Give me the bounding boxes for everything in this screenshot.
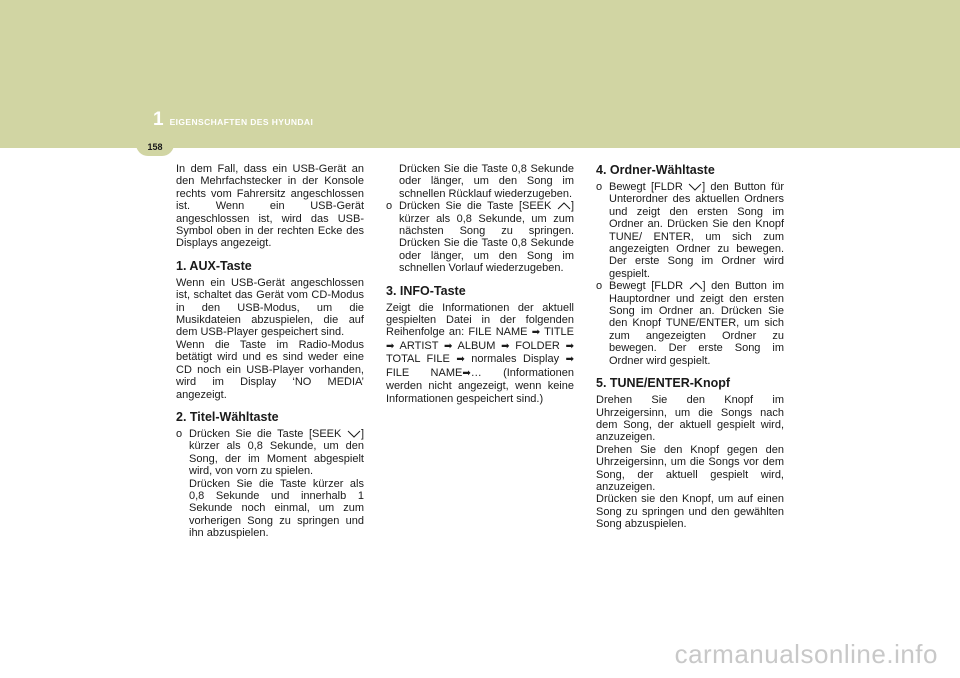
tune-paragraph-3: Drücken sie den Knopf, um auf einen Song zu springen und den gewählten Song abzuspielen. <box>596 493 784 531</box>
chevron-up-icon <box>689 282 703 290</box>
arrow-right-icon: ➡ <box>501 340 510 352</box>
arrow-right-icon: ➡ <box>565 354 574 366</box>
tune-paragraph-2: Drehen Sie den Knopf gegen den Uhrzeigersinn, um die Songs vor dem Song, der aktuell gespielt wird, anzuzeigen. <box>596 443 784 493</box>
info-seq-item: TITLE <box>544 326 575 339</box>
text-column-1 <box>176 163 364 540</box>
title-select-heading: 2. Titel-Wähltaste <box>176 409 279 424</box>
info-text-after: … (Informationen werden nicht angezeigt, wenn keine Informationen gespeichert sind.) <box>386 366 574 405</box>
page-number: 158 <box>147 141 163 152</box>
info-seq-item: TOTAL FILE <box>386 353 450 366</box>
info-paragraph <box>386 302 574 405</box>
chapter-number: 1 <box>153 109 164 130</box>
arrow-right-icon: ➡ <box>443 340 453 352</box>
info-seq-item: FILE NAME <box>468 326 528 339</box>
arrow-right-icon: ➡ <box>386 340 395 352</box>
bullet-mark: o <box>596 280 603 293</box>
usb-intro-paragraph: In dem Fall, dass ein USB-Gerät an den Mehrfachstecker in der Konsole rechts vom Fahrersitz angeschlossen ist. Wenn ein USB-Gerät angeschlossen ist, wird das USB-Symbol oben in der rechten Ecke des Displays angezeigt. <box>176 163 364 250</box>
seek-down-text-after: ] kürzer als 0,8 Sekunde, um den Song, der im Moment abgespielt wird, von vorn zu spielen. <box>189 427 364 478</box>
folder-up-bullet <box>596 280 784 367</box>
chevron-up-icon <box>557 202 571 210</box>
arrow-right-icon: ➡ <box>462 367 471 379</box>
chapter-title: EIGENSCHAFTEN DES HYUNDAI <box>169 117 314 127</box>
text-column-3 <box>596 163 784 531</box>
seek-up-bullet <box>386 200 574 274</box>
seek-down-hold-paragraph: Drücken Sie die Taste 0,8 Sekunde oder länger, um den Song im schnellen Rücklauf wiederzugeben. <box>399 163 574 200</box>
aux-paragraph-2: Wenn die Taste im Radio-Modus betätigt wird und es sind weder eine CD noch ein USB-Player vorhanden, wird im Display ‘NO MEDIA’ angezeigt. <box>176 338 364 401</box>
folder-up-text-before: Bewegt [FLDR <box>609 280 689 293</box>
aux-heading: 1. AUX-Taste <box>176 258 252 273</box>
info-seq-item: ARTIST <box>399 339 439 352</box>
arrow-right-icon: ➡ <box>531 327 541 339</box>
seek-down-continuation: Drücken Sie die Taste kürzer als 0,8 Sekunde und innerhalb 1 Sekunde noch einmal, um zum vorherigen Song zu springen und ihn abzuspielen. <box>189 477 364 540</box>
tune-enter-heading: 5. TUNE/ENTER-Knopf <box>596 376 731 391</box>
tune-paragraph-1: Drehen Sie den Knopf im Uhrzeigersinn, um die Songs nach dem Song, der aktuell gespielt wird, anzuzeigen. <box>596 394 784 444</box>
header-band <box>0 0 960 148</box>
info-seq-item: ALBUM <box>457 339 496 352</box>
seek-down-text-before: Drücken Sie die Taste [SEEK <box>189 427 347 440</box>
arrow-right-icon: ➡ <box>456 354 465 366</box>
folder-select-heading: 4. Ordner-Wähltaste <box>596 163 715 177</box>
text-column-2 <box>386 163 574 405</box>
info-seq-item: FILE NAME <box>386 366 463 379</box>
folder-down-text-after: ] den Button für Unterordner des aktuellen Ordners und zeigt den ersten Song im Ordner an. Drücken Sie den Knopf TUNE/ ENTER, um sich zum angezeigten Ordner zu bewegen. Der erste Song im Ordner wird gespielt. <box>609 181 784 280</box>
seek-down-bullet <box>176 428 364 478</box>
bullet-mark: o <box>596 181 603 193</box>
watermark-text: carmanualsonline.info <box>674 639 938 669</box>
seek-up-text-before: Drücken Sie die Taste [SEEK <box>399 200 557 213</box>
info-text-before: Zeigt die Informationen der aktuell gespielten Datei in der folgenden Reihenfolge an: <box>386 301 574 339</box>
seek-up-text-after: ] kürzer als 0,8 Sekunde, um zum nächsten Song zu springen. Drücken Sie die Taste 0,8 Sekunde oder länger, um den Song im schnellen Vorlauf wiederzugeben. <box>399 200 574 275</box>
info-heading: 3. INFO-Taste <box>386 283 466 298</box>
folder-down-text-before: Bewegt [FLDR <box>609 181 689 193</box>
folder-down-bullet <box>596 181 784 280</box>
bullet-mark: o <box>176 427 183 440</box>
folder-up-text-after: ] den Button im Hauptordner und zeigt den ersten Song im Ordner an. Drücken Sie den Knopf TUNE/ENTER, um sich zum angezeigten Ordner zu bewegen. Der erste Song im Ordner wird gespielt. <box>609 280 784 367</box>
chevron-down-icon <box>347 430 361 438</box>
page-number-tab <box>136 137 174 156</box>
chapter-heading <box>153 109 313 131</box>
chevron-down-icon <box>688 183 702 191</box>
bullet-mark: o <box>386 200 393 213</box>
info-seq-item: normales Display <box>471 353 560 366</box>
info-seq-item: FOLDER <box>515 339 560 352</box>
arrow-right-icon: ➡ <box>565 340 574 352</box>
aux-paragraph: Wenn ein USB-Gerät angeschlossen ist, schaltet das Gerät vom CD-Modus in den USB-Modus, um die Musikdateien abzuspielen, die auf dem USB-Player gespeichert sind. <box>176 276 364 339</box>
